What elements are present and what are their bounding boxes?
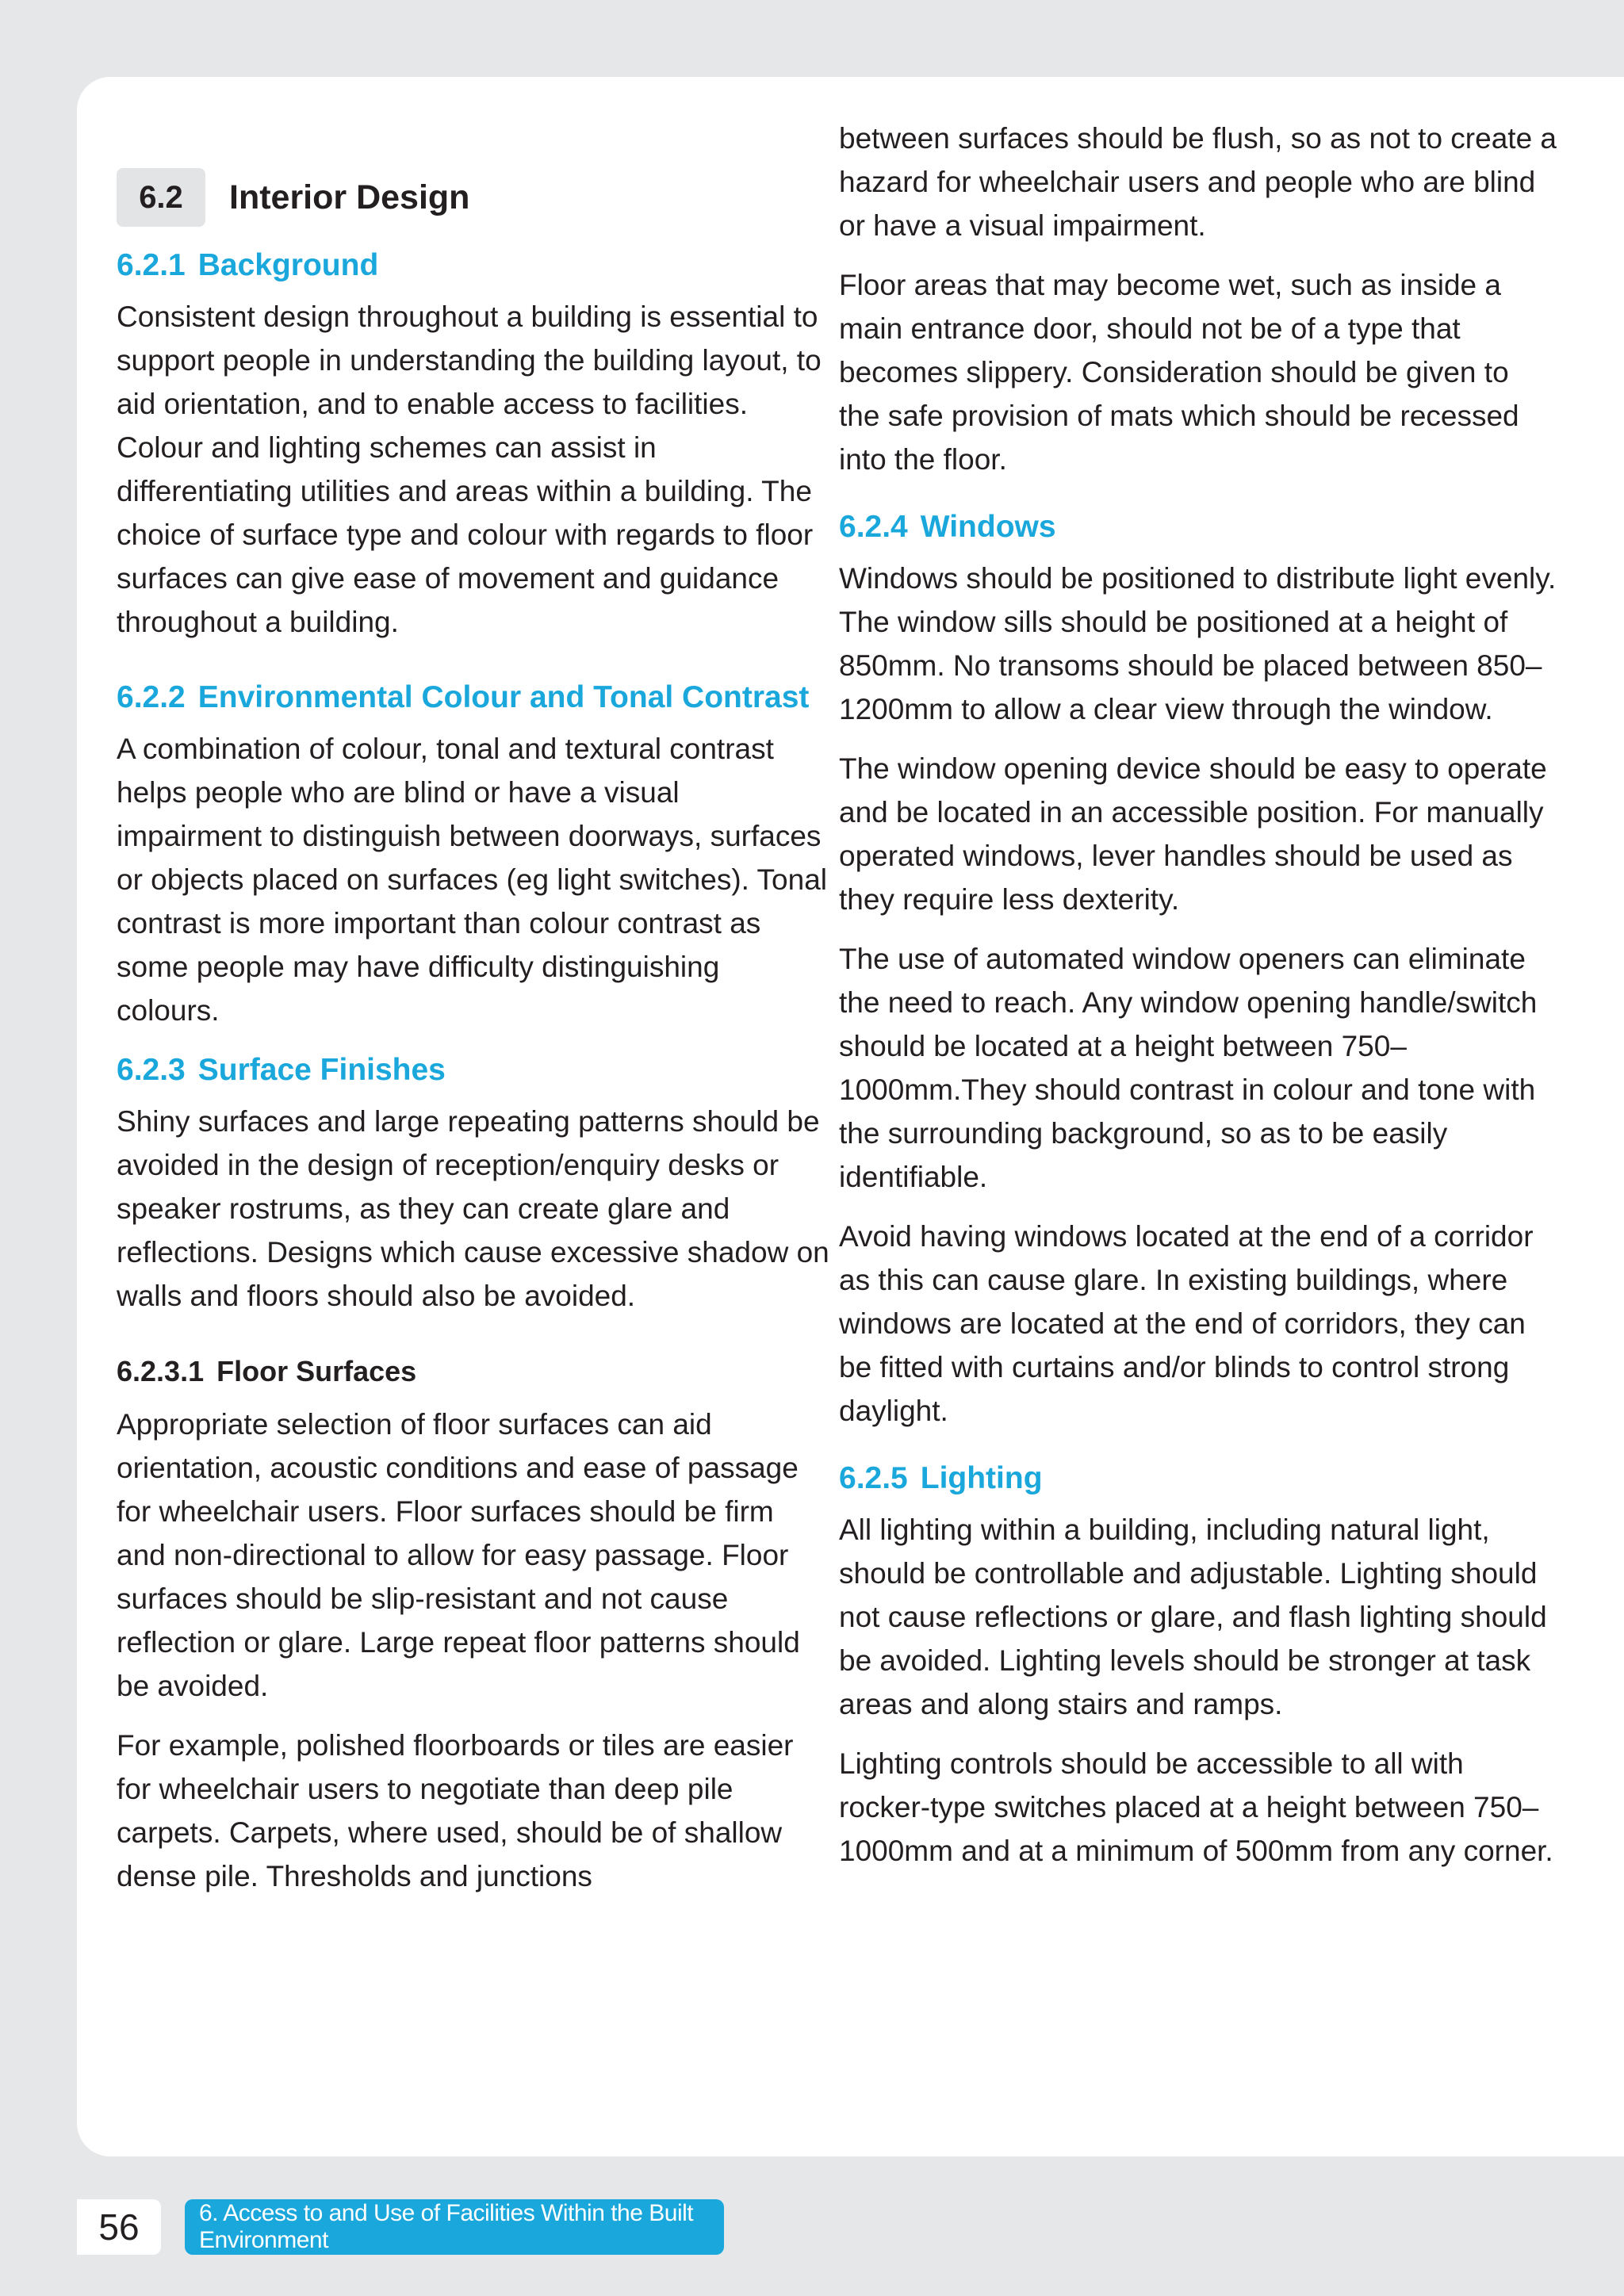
paragraph: The window opening device should be easy to operate and be located in an accessible position. For manually operated windows, lever handles should be used as they require less dexterity. <box>839 752 1547 916</box>
section-title: Interior Design <box>229 178 470 216</box>
paragraph: For example, polished floorboards or tiles are easier for wheelchair users to negotiate than deep pile carpets. Carpets, where used, should be of shallow dense pile. Thresholds and junctions <box>117 1729 794 1892</box>
heading-6-2-3-1: 6.2.3.1 Floor Surfaces <box>117 1355 417 1387</box>
page-sheet <box>77 77 1624 2156</box>
paragraph: Lighting controls should be accessible to all with rocker-type switches placed at a height between 750–1000mm and at a minimum of 500mm from any corner. <box>839 1747 1553 1867</box>
paragraph: The use of automated window openers can eliminate the need to reach. Any window opening handle/switch should be located at a height between 750–1000mm.They should contrast in colour and tone with the surrounding background, so as to be easily identifiable. <box>839 943 1538 1193</box>
paragraph: between surfaces should be flush, so as not to create a hazard for wheelchair users and people who are blind or have a visual impairment. <box>839 122 1557 242</box>
paragraph: Consistent design throughout a building is essential to support people in understanding the building layout, to aid orientation, and to enable access to facilities. Colour and lighting schemes can assist in differentiating utilities and areas within a building. The choice of surface type and colour with regards to floor surfaces can give ease of movement and guidance throughout a building. <box>117 300 822 638</box>
paragraph: Appropriate selection of floor surfaces can aid orientation, acoustic conditions and ease of passage for wheelchair users. Floor surfaces should be firm and non-directional to allow for easy passage. Floor surfaces should be slip-resistant and not cause reflection or glare. Large repeat floor patterns should be avoided. <box>117 1408 800 1702</box>
paragraph: All lighting within a building, including natural light, should be controllable and adjustable. Lighting should not cause reflections or glare, and flash lighting should be avoided. Lighting levels should be stronger at task areas and along stairs and ramps. <box>839 1513 1547 1720</box>
paragraph: Floor areas that may become wet, such as inside a main entrance door, should not be of a type that becomes slippery. Consideration should be given to the safe provision of mats which should be recessed into the floor. <box>839 269 1519 476</box>
heading-6-2-3: 6.2.3 Surface Finishes <box>117 1053 446 1087</box>
paragraph: Avoid having windows located at the end of a corridor as this can cause glare. In existing buildings, where windows are located at the end of corridors, they can be fitted with curtains and/or blinds to control strong daylight. <box>839 1220 1534 1427</box>
page-number: 56 <box>77 2199 161 2255</box>
chapter-tab: 6. Access to and Use of Facilities Within the Built Environment <box>185 2199 724 2255</box>
paragraph: Windows should be positioned to distribute light evenly. The window sills should be positioned at a height of 850mm. No transoms should be placed between 850–1200mm to allow a clear view through the window. <box>839 562 1557 725</box>
heading-6-2-4: 6.2.4 Windows <box>839 510 1056 544</box>
heading-6-2-5: 6.2.5 Lighting <box>839 1461 1043 1495</box>
paragraph: Shiny surfaces and large repeating patterns should be avoided in the design of reception/enquiry desks or speaker rostrums, as they can create glare and reflections. Designs which cause excessive shadow on walls and floors should also be avoided. <box>117 1105 829 1312</box>
left-column <box>117 243 830 1914</box>
heading-6-2-1: 6.2.1 Background <box>117 248 379 282</box>
paragraph: A combination of colour, tonal and textural contrast helps people who are blind or have a visual impairment to distinguish between doorways, surfaces or objects placed on surfaces (eg light switches). Tonal contrast is more important than colour contrast as some people may have difficulty distinguishing colours. <box>117 733 828 1027</box>
heading-6-2-2: 6.2.2 Environmental Colour and Tonal Contrast <box>117 680 810 714</box>
section-heading <box>117 168 469 227</box>
section-number: 6.2 <box>117 168 205 227</box>
right-column <box>839 117 1557 1888</box>
